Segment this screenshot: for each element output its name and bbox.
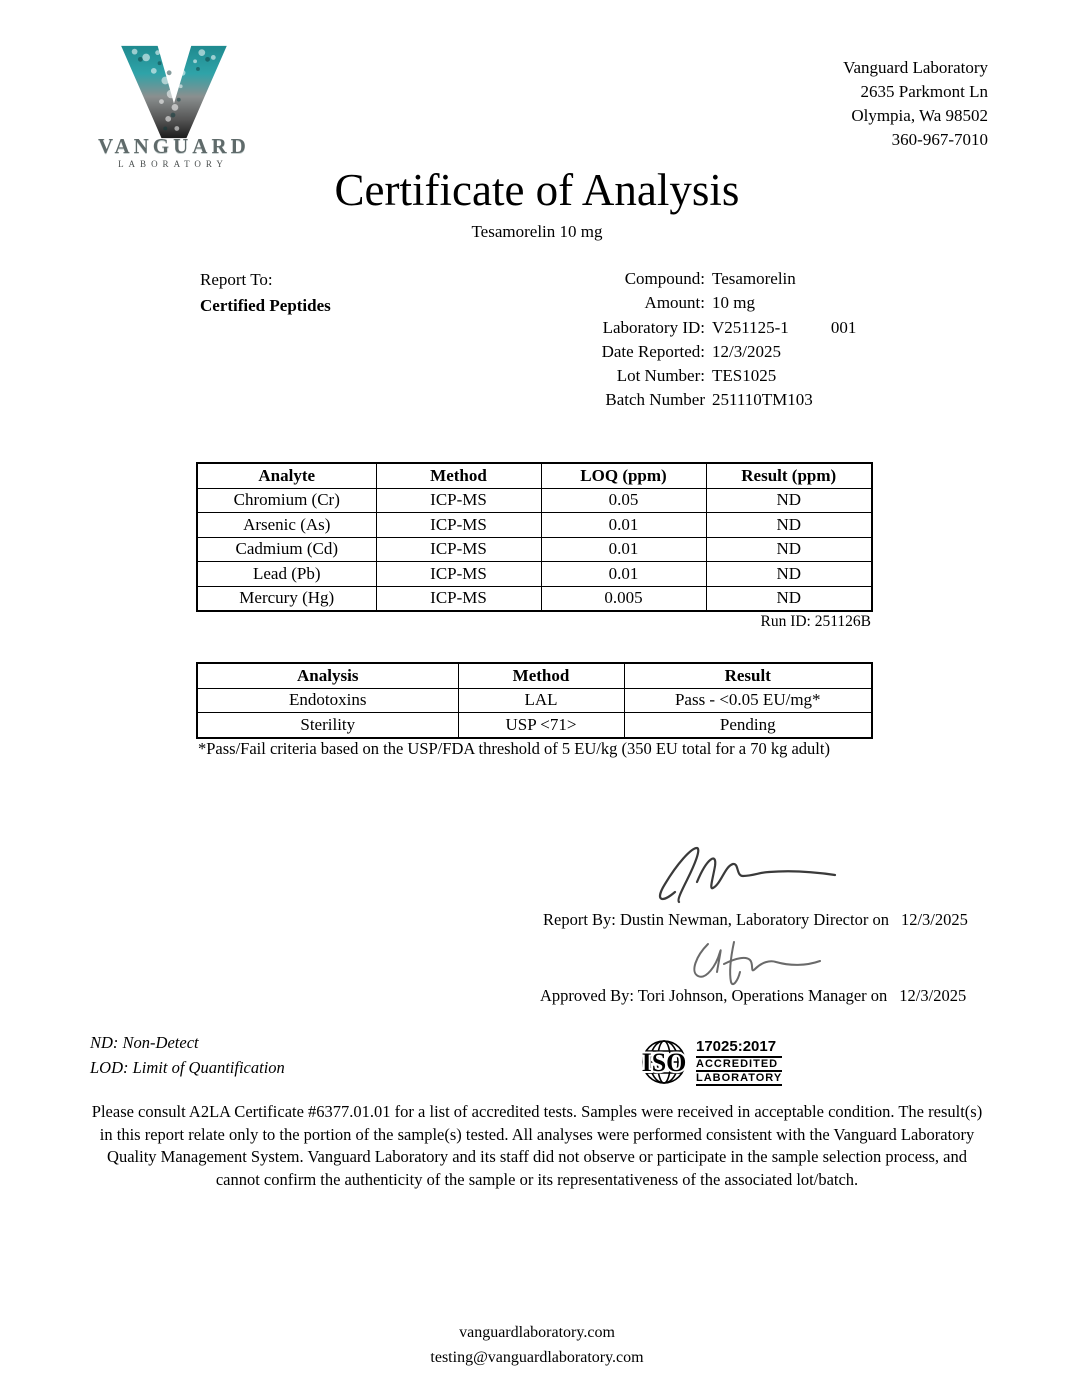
report-to-label: Report To: [200, 270, 273, 289]
report-by-date: 12/3/2025 [900, 910, 968, 929]
info-value: 251110TM103 [712, 390, 813, 410]
footer-website: vanguardlaboratory.com [459, 1324, 615, 1341]
info-label: Laboratory ID: [602, 317, 705, 337]
info-label: Compound: [624, 269, 705, 288]
info-row-batch-number [500, 388, 856, 412]
vanguard-v-logo-icon [114, 44, 232, 140]
lab-address-block [843, 56, 988, 152]
col-header-analyte: Analyte [197, 463, 376, 488]
info-value: Tesamorelin [712, 269, 796, 288]
client-name: Certified Peptides [200, 296, 331, 315]
cell-loq: 0.01 [541, 513, 706, 538]
table-row [197, 537, 872, 562]
info-row-laboratory-id [500, 316, 856, 340]
cell-loq: 0.01 [541, 562, 706, 587]
disclaimer-paragraph: Please consult A2LA Certificate #6377.01.01 for a list of accredited tests. Samples were received in acceptable condition. The result(s) in this report relate only to the portion of the sample(s) tested. All analyses were performed consistent with the Vanguard Laboratory Quality Management System. Vanguard Laboratory and its staff did not observe or participate in the sample selection process, and cannot confirm the authenticity of the sample or its representativeness of the associated lot/batch. [91, 1102, 983, 1189]
report-to-block [200, 267, 331, 319]
footer [0, 1320, 1074, 1370]
table-row [197, 586, 872, 611]
cell-result: ND [706, 562, 872, 587]
info-row-amount [500, 291, 856, 315]
heavy-metals-table [196, 462, 873, 612]
cell-analyte: Chromium (Cr) [197, 488, 376, 513]
col-header-method: Method [458, 663, 624, 688]
cell-result: ND [706, 586, 872, 611]
table-header-row [197, 463, 872, 488]
info-row-lot-number [500, 364, 856, 388]
cell-method: ICP-MS [376, 562, 541, 587]
cell-analysis: Sterility [197, 713, 458, 738]
lab-street: 2635 Parkmont Ln [860, 82, 988, 101]
cell-method: ICP-MS [376, 586, 541, 611]
approved-by-line [540, 986, 966, 1006]
table-row [197, 513, 872, 538]
info-value: V251125-1 [712, 317, 789, 337]
pass-fail-footnote: *Pass/Fail criteria based on the USP/FDA threshold of 5 EU/kg (350 EU total for a 70 kg adult) [198, 739, 830, 758]
info-extra: 001 [830, 317, 857, 337]
cell-result: Pass - <0.05 EU/mg* [624, 688, 872, 713]
approved-by-text: Approved By: Tori Johnson, Operations Manager on [540, 986, 888, 1005]
report-by-text: Report By: Dustin Newman, Laboratory Director on [543, 910, 889, 929]
vanguard-logo [98, 44, 248, 169]
col-header-loq: LOQ (ppm) [541, 463, 706, 488]
info-label: Amount: [644, 293, 705, 313]
cell-loq: 0.05 [541, 488, 706, 513]
iso-text-block [696, 1038, 782, 1086]
info-value: 12/3/2025 [712, 341, 781, 361]
col-header-method: Method [376, 463, 541, 488]
logo-wordmark: VANGUARD [98, 134, 250, 158]
table-row [197, 562, 872, 587]
table-row [197, 688, 872, 713]
iso-accredited-label: ACCREDITED [696, 1058, 782, 1072]
logo-subtitle: LABORATORY [118, 159, 228, 169]
nd-note: ND: Non-Detect [90, 1033, 199, 1052]
cell-analysis: Endotoxins [197, 688, 458, 713]
info-label: Lot Number: [616, 366, 705, 386]
run-id: Run ID: 251126B [760, 613, 871, 630]
cell-loq: 0.005 [541, 586, 706, 611]
report-by-line [543, 910, 968, 930]
iso-laboratory-label: LABORATORY [696, 1072, 783, 1084]
iso-globe-text: ISO [641, 1048, 687, 1077]
cell-method: ICP-MS [376, 513, 541, 538]
cell-method: ICP-MS [376, 537, 541, 562]
table-row [197, 488, 872, 513]
abbreviation-notes [90, 1030, 285, 1080]
cell-analyte: Arsenic (As) [197, 513, 376, 538]
lod-note: LOD: Limit of Quantification [90, 1058, 285, 1077]
approved-by-signature [678, 930, 838, 988]
cell-analyte: Lead (Pb) [197, 562, 376, 587]
iso-globe-icon [638, 1038, 690, 1086]
cell-analyte: Cadmium (Cd) [197, 537, 376, 562]
lab-city: Olympia, Wa 98502 [851, 106, 988, 125]
info-label: Date Reported: [601, 341, 705, 361]
report-by-signature [635, 840, 850, 908]
info-label: Batch Number [605, 390, 705, 410]
cell-method: USP <71> [458, 713, 624, 738]
cell-result: ND [706, 537, 872, 562]
cell-analyte: Mercury (Hg) [197, 586, 376, 611]
info-value: TES1025 [712, 366, 777, 386]
approved-by-date: 12/3/2025 [899, 986, 967, 1005]
lab-phone: 360-967-7010 [891, 130, 988, 149]
cell-loq: 0.01 [541, 537, 706, 562]
sample-info-block [500, 267, 856, 413]
col-header-result: Result [624, 663, 872, 688]
table-header-row [197, 663, 872, 688]
document-title: Certificate of Analysis [334, 165, 740, 215]
col-header-analysis: Analysis [197, 663, 458, 688]
table-row [197, 713, 872, 738]
compound-subtitle: Tesamorelin 10 mg [471, 222, 603, 241]
analysis-results-table [196, 662, 873, 739]
info-row-compound [500, 267, 856, 291]
footer-email: testing@vanguardlaboratory.com [430, 1349, 644, 1366]
cell-method: LAL [458, 688, 624, 713]
iso-accreditation-badge [638, 1038, 782, 1086]
iso-standard: 17025:2017 [696, 1038, 782, 1058]
info-value: 10 mg [712, 293, 755, 313]
cell-method: ICP-MS [376, 488, 541, 513]
lab-name: Vanguard Laboratory [843, 58, 988, 77]
cell-result: ND [706, 488, 872, 513]
cell-result: Pending [624, 713, 872, 738]
col-header-result: Result (ppm) [706, 463, 872, 488]
cell-result: ND [706, 513, 872, 538]
info-row-date-reported [500, 340, 856, 364]
